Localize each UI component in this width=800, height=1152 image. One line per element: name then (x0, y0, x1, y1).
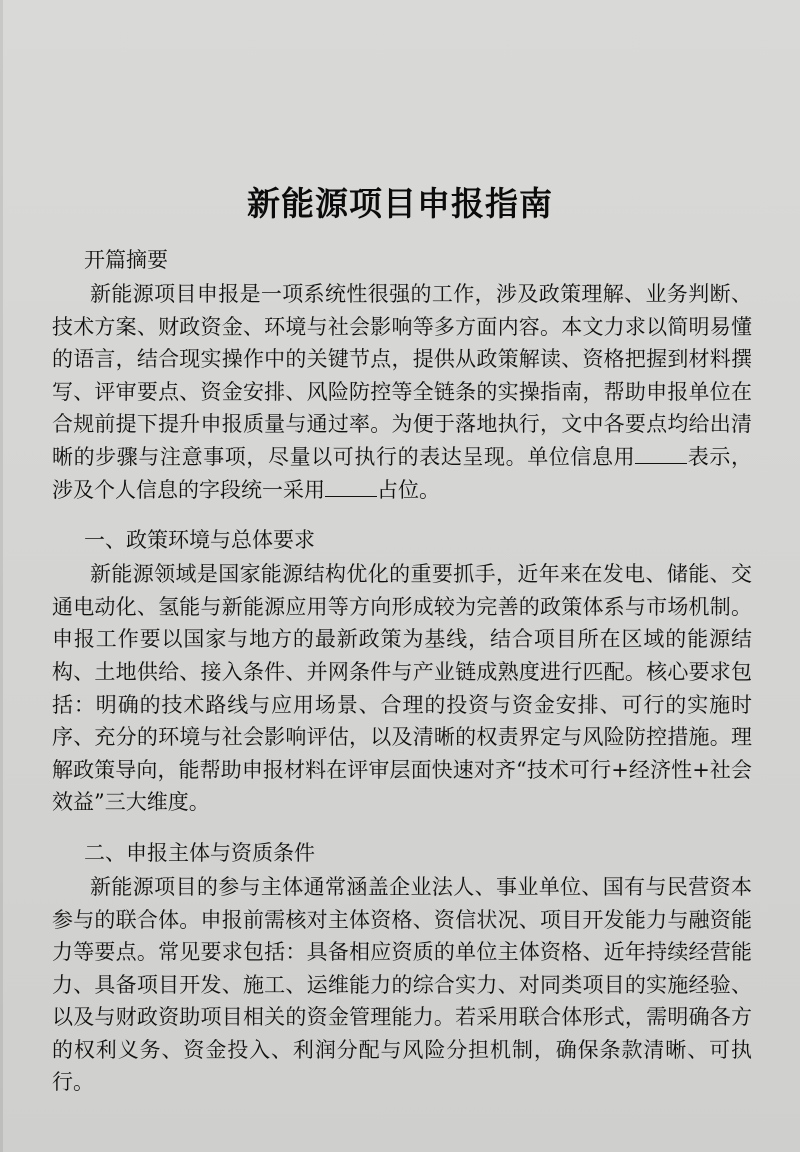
abstract-heading: 开篇摘要 (84, 248, 168, 272)
abstract-text-part-1: 新能源项目申报是一项系统性很强的工作，涉及政策理解、业务判断、技术方案、财政资金、环境与社会影响等多方面内容。本文力求以简明易懂的语言，结合现实操作中的关键节点，提供从政策解读、资格把握到材料撰写、评审要点、资金安排、风险防控等全链条的实操指南，帮助申报单位在合规前提下提升申报质量与通过率。为便于落地执行，文中各要点均给出清晰的步骤与注意事项，尽量以可执行的表达呈现。单位信息用 (52, 282, 752, 469)
section2-paragraph: 新能源项目的参与主体通常涵盖企业法人、事业单位、国有与民营资本参与的联合体。申报前需核对主体资格、资信状况、项目开发能力与融资能力等要点。常见要求包括：具备相应资质的单位主体资格、近年持续经营能力、具备项目开发、施工、运维能力的综合实力、对同类项目的实施经验、以及与财政资助项目相关的资金管理能力。若采用联合体形式，需明确各方的权利义务、资金投入、利润分配与风险分担机制，确保条款清晰、可执行。 (52, 874, 752, 1095)
abstract-paragraph (52, 278, 752, 506)
personal-info-blank (325, 476, 377, 497)
document-body (52, 244, 752, 1099)
abstract-text-part-2: 表示，涉及个人信息的字段统一采用 (52, 444, 753, 502)
section1-paragraph: 新能源领域是国家能源结构优化的重要抓手，近年来在发电、储能、交通电动化、氢能与新能源应用等方向形成较为完善的政策体系与市场机制。申报工作要以国家与地方的最新政策为基线，结合项目所在区域的能源结构、土地供给、接入条件、并网条件与产业链成熟度进行匹配。核心要求包括：明确的技术路线与应用场景、合理的投资与资金安排、可行的实施时序、充分的环境与社会影响评估，以及清晰的权责界定与风险防控措施。理解政策导向，能帮助申报材料在评审层面快速对齐“技术可行+经济性+社会效益”三大维度。 (52, 562, 752, 815)
abstract-text-part-3: 占位。 (377, 477, 440, 502)
section2-heading: 二、申报主体与资质条件 (84, 840, 315, 865)
unit-info-blank (635, 443, 687, 464)
document-title: 新能源项目申报指南 (247, 184, 553, 223)
page-edge-shadow (0, 0, 3, 1152)
section1-heading: 一、政策环境与总体要求 (84, 528, 315, 553)
